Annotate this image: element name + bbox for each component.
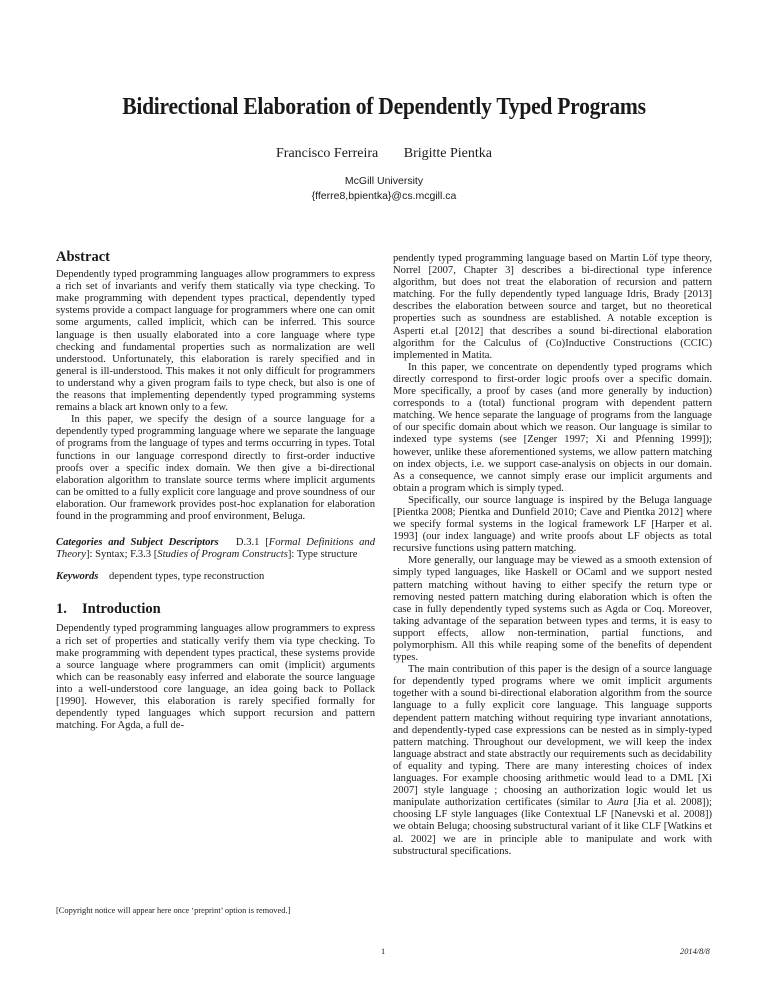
keywords-label: Keywords [56,571,99,583]
author-name: Francisco Ferreira [276,146,379,161]
paragraph-text: [Jia et al. 2008]); choosing LF style languages (like Contextual LF [Nanevski et al. 2008]) we obtain Beluga; choosing substructural variant of it like CLF [Watkins et al. 2002] we are in principle able to manipulate and work with substructural specifications. [393,797,712,857]
intro-paragraph: Dependently typed programming languages allow programmers to express a rich set of properties and statically verify them via type checking. To make programming with dependent types practical, these systems provide a source language where programmers can omit (implicit) arguments which can be reasonably easy inferred and elaborate the source language into a well-understood core language, an idea going back to Pollack [1990]. However, this elaboration is rarely specified formally for dependently typed languages which support recursion and pattern matching. For Agda, a full de- [56,623,375,732]
abstract-paragraph: Dependently typed programming languages allow programmers to express a rich set of invariants and verify them statically via type checking. To make programming with dependent types practical, dependently typed systems provide a compact language for programmers where one can omit some arguments, called implicit, which can be inferred. This source language is then usually elaborated into a core language where type checking and fundamental properties such as normalization are well understood. Unfortunately, this elaboration is rarely specified and in general is ill-understood. This makes it not only difficult for programmers to understand why a given program fails to type check, but also is one of the reasons that implementing dependently typed programming systems remains a black art known only to a few. [56,269,375,414]
page-number: 1 [381,947,386,956]
system-name: Aura [607,797,629,809]
categories-label: Categories and Subject Descriptors [56,537,219,549]
categories-descriptors [56,537,375,561]
affiliation-block [0,174,768,204]
section-heading-introduction [56,601,375,618]
category-text: ]: Syntax; F.3.3 [ [86,549,158,561]
section-number: 1. [56,601,67,618]
paragraph-text: The main contribution of this paper is the design of a source language for dependently typed programs where we omit implicit arguments together with a sound bi-directional elaboration algorithm from the source language to a fully explicit core language. This language supports dependent pattern matching without requiring type invariant annotations, and dependently-typed case expressions can be nested as in simply-typed pattern matching. Throughout our development, we will keep the index language abstract and state abstractly our requirements such as decidability of equality and typing. There are many interesting choices of index languages. For example choosing arithmetic would lead to a DML [Xi 2007] style language ; choosing an authorization logic would let us manipulate authorization certificates (similar to [393,664,712,809]
keywords-value: dependent types, type reconstruction [108,571,265,583]
author-email: {fferre8,bpientka}@cs.mcgill.ca [311,190,457,202]
category-name: Formal Definitions and Theory [56,537,375,561]
right-column [393,253,712,858]
abstract-heading: Abstract [56,249,110,265]
intro-paragraph: Specifically, our source language is inspired by the Beluga language [Pientka 2008; Pientka and Dunfield 2010; Cave and Pientka 2012] where we specify formal systems in the logical framework LF [Harper et al. 1993] (our index language) and write proofs about LF objects as total recursive functions using pattern matching. [393,494,712,555]
category-text: ]: Type structure [287,549,358,561]
keywords [56,571,375,583]
intro-paragraph: pendently typed programming language based on Martin Löf type theory, Norrel [2007, Chapter 3] describes a bi-directional type inference algorithm, but does not treat the elaboration of recursion and pattern matching. For the fully dependently typed language Idris, Brady [2013] describes the elaboration between source and target, but no theoretical properties such as soundness are established. A notable exception is Asperti et.al [2012] that describes a sound bi-directional elaboration algorithm for the Calculus of (Co)Inductive Constructions (CCIC) implemented in Matita. [393,253,712,361]
affiliation: McGill University [344,175,424,187]
left-column [56,251,375,732]
footer-date: 2014/8/8 [680,947,710,956]
abstract-paragraph: In this paper, we specify the design of a source language for a dependently typed programming language where we separate the language of programs from the language of types and terms occurring in types. Total functions in our language correspond directly to first-order inductive proofs over a specific index domain. We then give a bi-directional elaboration algorithm to translate source terms where implicit arguments can be omitted to a fully explicit core language and prove soundness of our elaboration. Our framework provides post-hoc explanation for elaboration found in the programming and proof environment, Beluga. [56,414,375,522]
author-list [0,146,768,162]
author-name: Brigitte Pientka [403,146,492,161]
section-title: Introduction [82,601,161,618]
category-name: Studies of Program Constructs [157,549,288,561]
copyright-notice: [Copyright notice will appear here once ‘preprint’ option is removed.] [56,906,291,915]
paper-title: Bidirectional Elaboration of Dependently Typed Programs [122,93,646,120]
category-code: D.3.1 [ [235,537,269,549]
intro-paragraph: More generally, our language may be viewed as a smooth extension of simply typed languages, like Haskell or OCaml and we support nested pattern matching without having to either specify the return type or removing nested pattern matching during elaboration which is often the case in fully dependently typed systems such as Agda or Coq. Moreover, taking advantage of the separation between types and terms, it is easy to support effects, allow non-termination, partial functions, and polymorphism. All this while reaping some of the benefits of dependent types. [393,555,712,664]
intro-paragraph: In this paper, we concentrate on dependently typed programs which directly correspond to first-order logic proofs over a specific domain. More specifically, a proof by cases (and more generally by induction) corresponds to a (total) functional program with dependent pattern matching. We hence separate the language of programs from the language of our specific domain about which we reason. Our language is similar to indexed type systems (see [Zenger 1997; Xi and Pfenning 1999]); however, unlike these aforementioned systems, we allow pattern matching on index objects, i.e. we support case-analysis on objects in our domain. As a consequence, we cannot simply erase our implicit arguments and obtain a program which is simply typed. [393,361,712,494]
intro-paragraph [393,664,712,858]
